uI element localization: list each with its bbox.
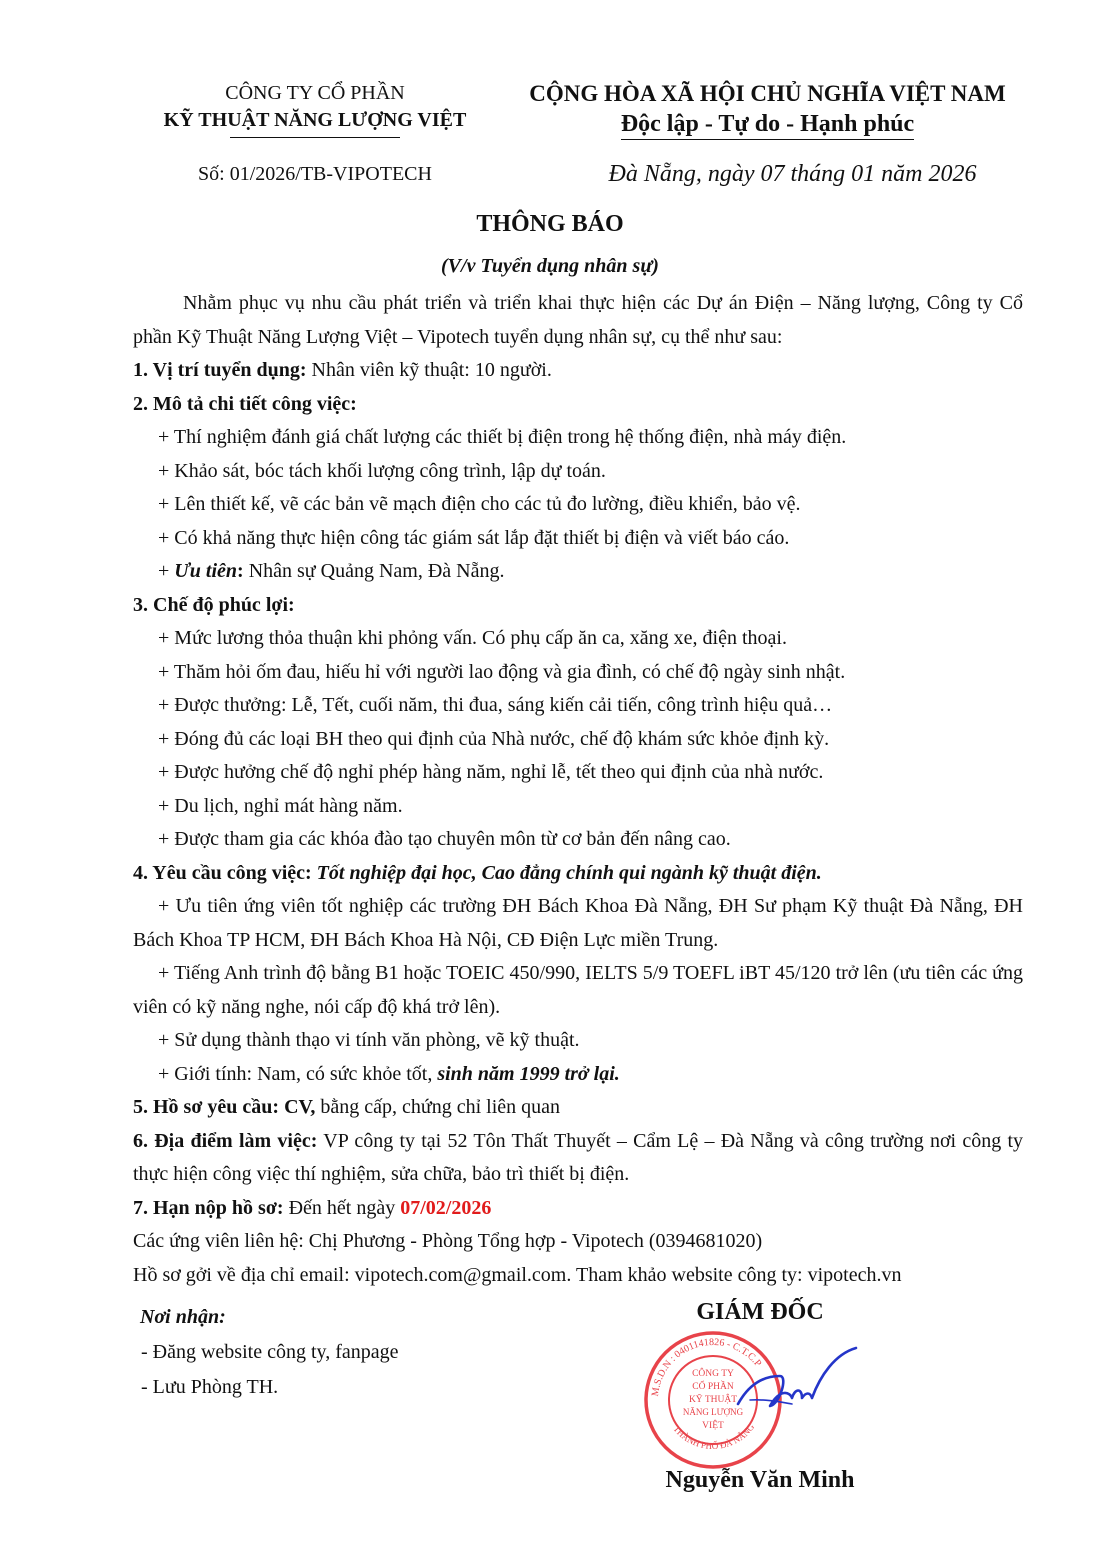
deadline-date: 07/02/2026 <box>400 1196 492 1219</box>
section-label: 1. Vị trí tuyển dụng: <box>133 359 307 381</box>
company-name: KỸ THUẬT NĂNG LƯỢNG VIỆT <box>163 109 467 131</box>
signer-name: Nguyễn Văn Minh <box>665 1467 855 1493</box>
cv-label: CV, <box>279 1096 316 1118</box>
recipient-item: - Lưu Phòng TH. <box>141 1376 279 1398</box>
seal-inner-line: NĂNG LƯỢNG <box>682 1407 744 1417</box>
list-item: + Đóng đủ các loại BH theo qui định của Nhà nước, chế độ khám sức khỏe định kỳ. <box>158 727 830 750</box>
list-item: + Thí nghiệm đánh giá chất lượng các thiết bị điện trong hệ thống điện, nhà máy điện. <box>158 426 847 448</box>
national-header <box>500 78 1035 143</box>
seal-inner-line: CÔNG TY <box>692 1369 734 1379</box>
birth-year-requirement: sinh năm 1999 trở lại. <box>437 1062 620 1085</box>
list-item: + Được hưởng chế độ nghỉ phép hàng năm, nghỉ lễ, tết theo qui định của nhà nước. <box>158 761 824 783</box>
email-line: Hồ sơ gởi về địa chỉ email: vipotech.com@gmail.com. Tham khảo website công ty: vipotech.vn <box>133 1263 902 1286</box>
section-label: 2. Mô tả chi tiết công việc: <box>133 392 357 415</box>
document-subtitle: (V/v Tuyển dụng nhân sự) <box>441 255 659 277</box>
company-seal-and-signature <box>630 1326 870 1476</box>
company-type: CÔNG TY CỔ PHẦN <box>225 82 405 104</box>
company-underline <box>230 137 400 138</box>
section-label: 6. Địa điểm làm việc: <box>133 1129 318 1152</box>
priority-text: Nhân sự Quảng Nam, Đà Nẵng. <box>243 560 505 582</box>
section-benefits <box>133 589 1023 623</box>
recipient-item: - Đăng website công ty, fanpage <box>141 1341 399 1363</box>
list-item: + Lên thiết kế, vẽ các bản vẽ mạch điện cho các tủ đo lường, điều khiển, bảo vệ. <box>158 493 801 515</box>
list-item: + Tiếng Anh trình độ bằng B1 hoặc TOEIC 450/990, IELTS 5/9 TOEFL iBT 45/120 trở lên (ưu tiên các ứng viên có kỹ năng nghe, nói cấp độ khá trở lên). <box>133 962 1023 1018</box>
list-item <box>133 1058 1023 1092</box>
list-item: + Được tham gia các khóa đào tạo chuyên môn từ cơ bản đến nâng cao. <box>158 828 731 850</box>
list-item: + Ưu tiên ứng viên tốt nghiệp các trường ĐH Bách Khoa Đà Nẵng, ĐH Sư phạm Kỹ thuật Đà Nẵng, ĐH Bách Khoa TP HCM, ĐH Bách Khoa Hà Nội, CĐ Điện Lực miền Trung. <box>133 895 1023 951</box>
list-item: + Thăm hỏi ốm đau, hiếu hỉ với người lao động và gia đình, có chế độ ngày sinh nhật. <box>158 660 846 683</box>
section-label: 4. Yêu cầu công việc: <box>133 861 312 884</box>
list-item-priority <box>133 555 1023 589</box>
section-position <box>133 354 1023 388</box>
section-text: Đến hết ngày <box>283 1196 401 1219</box>
section-job-description <box>133 388 1023 422</box>
company-header <box>130 80 500 138</box>
list-item: + Mức lương thỏa thuận khi phỏng vấn. Có phụ cấp ăn ca, xăng xe, điện thoại. <box>158 627 787 649</box>
requirement-headline: Tốt nghiệp đại học, Cao đẳng chính qui ngành kỹ thuật điện. <box>316 861 822 884</box>
document-date: Đà Nẵng, ngày 07 tháng 01 năm 2026 <box>608 161 977 187</box>
list-item: + Được thưởng: Lễ, Tết, cuối năm, thi đua, sáng kiến cải tiến, công trình hiệu quả… <box>158 694 833 716</box>
seal-inner-line: KỸ THUẬT <box>688 1395 738 1405</box>
list-item: + Có khả năng thực hiện công tác giám sát lắp đặt thiết bị điện và viết báo cáo. <box>158 526 790 549</box>
section-text: VP công ty tại 52 Tôn Thất Thuyết – Cẩm Lệ – Đà Nẵng và công trường nơi công ty thực hiện công việc thí nghiệm, sửa chữa, bảo trì thiết bị điện. <box>133 1129 1023 1185</box>
contact-line: Các ứng viên liên hệ: Chị Phương - Phòng Tổng hợp - Vipotech (0394681020) <box>133 1230 763 1252</box>
priority-label: Ưu tiên <box>174 560 238 582</box>
list-prefix: + <box>158 560 175 582</box>
section-text: Nhân viên kỹ thuật: 10 người. <box>306 359 552 381</box>
section-text: bằng cấp, chứng chỉ liên quan <box>315 1096 561 1118</box>
director-title: GIÁM ĐỐC <box>696 1299 824 1325</box>
seal-svg <box>630 1326 870 1476</box>
section-documents <box>133 1091 1023 1125</box>
list-item: + Sử dụng thành thạo vi tính văn phòng, vẽ kỹ thuật. <box>158 1029 580 1051</box>
seal-inner-line: VIỆT <box>702 1421 724 1431</box>
recipients-block <box>140 1300 560 1405</box>
section-label: 3. Chế độ phúc lợi: <box>133 593 295 616</box>
list-item: + Du lịch, nghỉ mát hàng năm. <box>158 794 403 817</box>
list-item: + Khảo sát, bóc tách khối lượng công trình, lập dự toán. <box>158 459 606 482</box>
seal-inner-line: CỔ PHẦN <box>692 1382 734 1392</box>
document-body <box>133 287 1023 1292</box>
section-deadline <box>133 1192 1023 1226</box>
document-number: Số: 01/2026/TB-VIPOTECH <box>198 163 432 185</box>
national-motto: Độc lập - Tự do - Hạnh phúc <box>621 110 914 140</box>
section-requirements <box>133 857 1023 891</box>
seal-bottom-text: THÀNH PHỐ ĐÀ NẴNG <box>671 1421 757 1452</box>
section-label: 7. Hạn nộp hồ sơ: <box>133 1196 284 1219</box>
section-location <box>133 1125 1023 1192</box>
intro-paragraph: Nhằm phục vụ nhu cầu phát triển và triển khai thực hiện các Dự án Điện – Năng lượng, Công ty Cổ phần Kỹ Thuật Năng Lượng Việt – Vipotech tuyển dụng nhân sự, cụ thể như sau: <box>133 292 1023 348</box>
recipients-label: Nơi nhận: <box>140 1306 226 1328</box>
section-label: 5. Hồ sơ yêu cầu: <box>133 1096 280 1118</box>
national-title: CỘNG HÒA XÃ HỘI CHỦ NGHĨA VIỆT NAM <box>529 81 1006 106</box>
document-title: THÔNG BÁO <box>476 211 624 237</box>
priority-colon: : <box>237 560 244 582</box>
list-text: + Giới tính: Nam, có sức khỏe tốt, <box>158 1062 438 1085</box>
seal-outer-text: M.S.D.N : 0401141826 - C.T.C.P <box>650 1336 764 1398</box>
